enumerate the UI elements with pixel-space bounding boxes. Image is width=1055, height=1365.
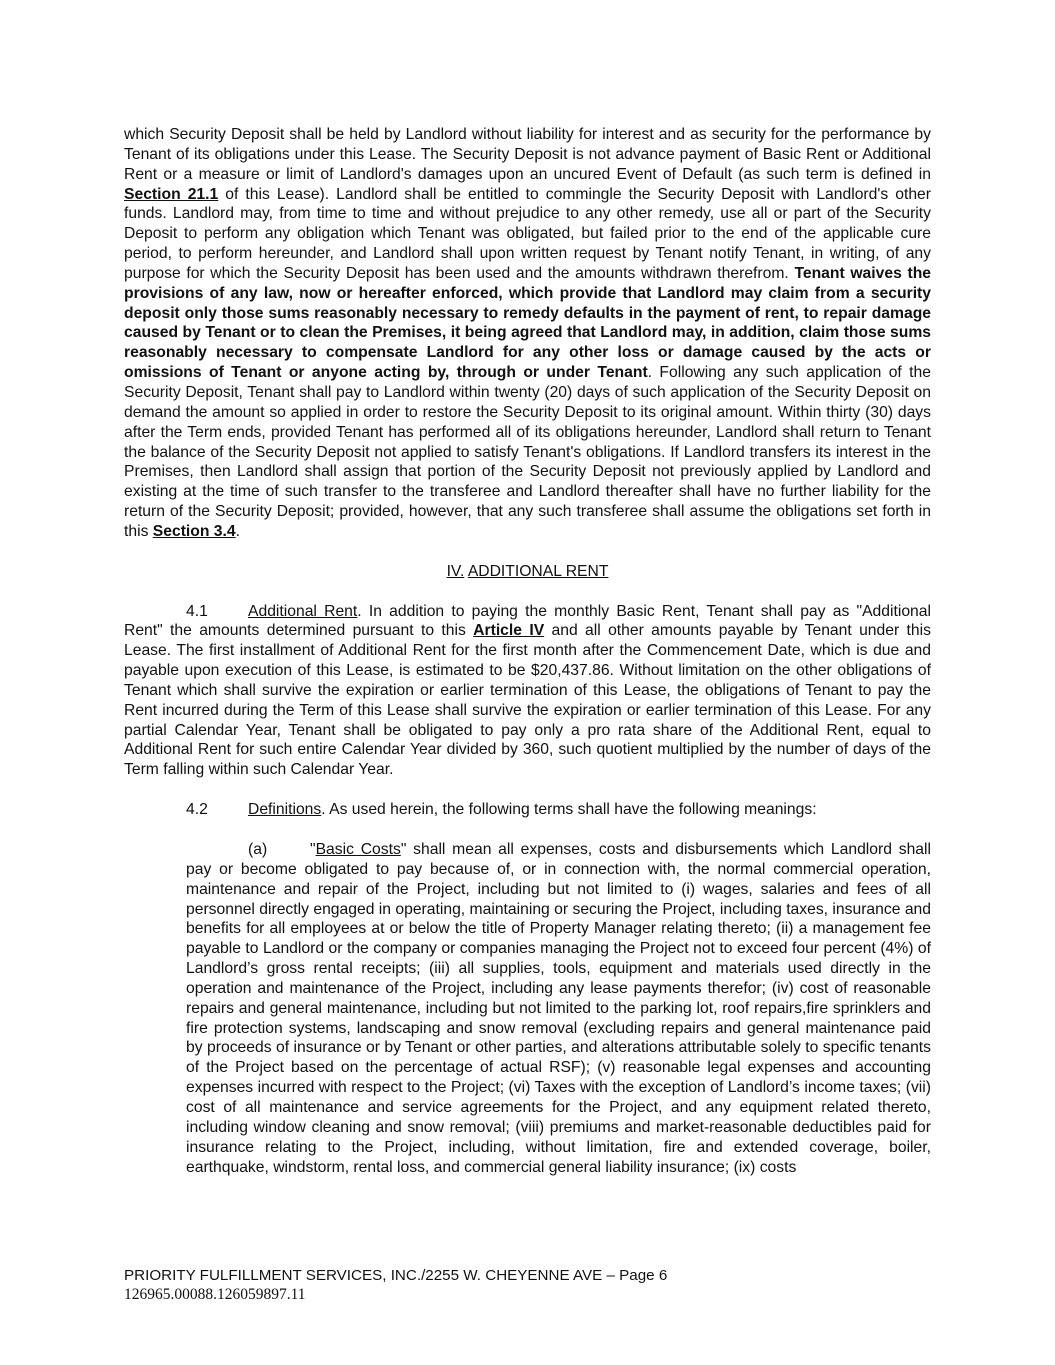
security-deposit-paragraph (124, 125, 931, 542)
text-run: . In addition to paying the monthly Basic Rent, Tenant shall pay as "Additional Rent" the amounts determined pursuant to this (124, 602, 931, 640)
section-reference: Section 21.1 (124, 185, 219, 203)
defined-term: Basic Costs (315, 841, 401, 858)
footer-doc-id: 126965.00088.126059897.11 (124, 1286, 306, 1303)
footer-title: PRIORITY FULFILLMENT SERVICES, INC./2255 W. CHEYENNE AVE – Page 6 (124, 1267, 668, 1284)
document-page (124, 125, 931, 1177)
page-footer (124, 1266, 931, 1304)
section-4-2 (124, 800, 931, 820)
article-title: ADDITIONAL RENT (467, 562, 609, 580)
text-run: . As used herein, the following terms shall have the following meanings: (321, 801, 817, 819)
bold-waiver-text: Tenant waives the provisions of any law, now or hereafter enforced, which provide that Landlord may claim from a security deposit only those sums reasonably necessary to remedy defaults in the payment of rent, to repair damage caused by Tenant or to clean the Premises, it being agreed that Landlord may, in addition, claim those sums reasonably necessary to compensate Landlord for any other loss or damage caused by the acts or omissions of Tenant or anyone acting by, through or under Tenant (124, 264, 931, 382)
section-reference: Section 3.4 (152, 522, 236, 540)
article-number: IV. (446, 562, 465, 580)
article-heading (124, 562, 931, 582)
section-heading: Additional Rent (248, 602, 358, 620)
text-run: of this Lease). Landlord shall be entitled to commingle the Security Deposit with Landlord's other funds. Landlord may, from time to time and without prejudice to any other remedy, use all or part of the Security Deposit to perform any obligation which Tenant was obligated, but failed prior to the end of the applicable cure period, to perform hereunder, and Landlord shall upon written request by Tenant notify Tenant, in writing, of any purpose for which the Security Deposit has been used and the amounts withdrawn therefrom. (124, 185, 931, 282)
text-run: and all other amounts payable by Tenant under this Lease. The first installment of Additional Rent for the first month after the Commencement Date, which is due and payable upon execution of this Lease, is estimated to be $20,437.86. Without limitation on the other obligations of Tenant which shall survive the expiration or earlier termination of this Lease, the obligations of Tenant to pay the Rent incurred during the Term of this Lease shall survive the expiration or earlier termination of this Lease. For any partial Calendar Year, Tenant shall be obligated to pay only a pro rata share of the Additional Rent, equal to Additional Rent for such entire Calendar Year divided by 360, such quotient multiplied by the number of days of the Term falling within such Calendar Year. (124, 622, 931, 779)
text-run: " (310, 841, 316, 858)
article-reference: Article IV (473, 622, 545, 640)
text-run: . (235, 522, 240, 540)
section-number: 4.1 (186, 602, 208, 620)
subsection-number: (a) (248, 841, 268, 858)
text-run: " shall mean all expenses, costs and disbursements which Landlord shall pay or become obligated to pay because of, or in connection with, the normal commercial operation, maintenance and repair of the Project, including but not limited to (i) wages, salaries and fees of all personnel directly engaged in operating, maintaining or securing the Project, including taxes, insurance and benefits for all employees at or below the title of Property Manager relating thereto; (ii) a management fee payable to Landlord or the company or companies managing the Project not to exceed four percent (4%) of Landlord’s gross rental receipts; (iii) all supplies, tools, equipment and materials used directly in the operation and maintenance of the Project, including any lease payments therefor; (iv) cost of reasonable repairs and general maintenance, including but not limited to the parking lot, roof repairs,fire sprinklers and fire protection systems, landscaping and snow removal (excluding repairs and general maintenance paid by proceeds of insurance or by Tenant or other parties, and alterations attributable solely to specific tenants of the Project based on the percentage of actual RSF); (v) reasonable legal expenses and accounting expenses incurred with respect to the Project; (vi) Taxes with the exception of Landlord’s income taxes; (vii) cost of all maintenance and service agreements for the Project, and any equipment related thereto, including window cleaning and snow removal; (viii) premiums and market-reasonable deductibles paid for insurance relating to the Project, including, without limitation, fire and extended coverage, boiler, earthquake, windstorm, rental loss, and commercial general liability insurance; (ix) costs (186, 841, 931, 1176)
section-number: 4.2 (186, 801, 208, 819)
text-run: . Following any such application of the Security Deposit, Tenant shall pay to Landlord within twenty (20) days of such application of the Security Deposit on demand the amount so applied in order to restore the Security Deposit to its original amount. Within thirty (30) days after the Term ends, provided Tenant has performed all of its obligations hereunder, Landlord shall return to Tenant the balance of the Security Deposit not applied to satisfy Tenant's obligations. If Landlord transfers its interest in the Premises, then Landlord shall assign that portion of the Security Deposit not previously applied by Landlord and existing at the time of such transfer to the transferee and Landlord thereafter shall have no further liability for the return of the Security Deposit; provided, however, that any such transferee shall assume the obligations set forth in this (124, 364, 931, 540)
subsection-a (186, 840, 931, 1177)
text-run: which Security Deposit shall be held by Landlord without liability for interest and as security for the performance by Tenant of its obligations under this Lease. The Security Deposit is not advance payment of Basic Rent or Additional Rent or a measure or limit of Landlord's damages upon an uncured Event of Default (as such term is defined in (124, 126, 931, 183)
section-heading: Definitions (248, 801, 322, 819)
section-4-1 (124, 602, 931, 781)
